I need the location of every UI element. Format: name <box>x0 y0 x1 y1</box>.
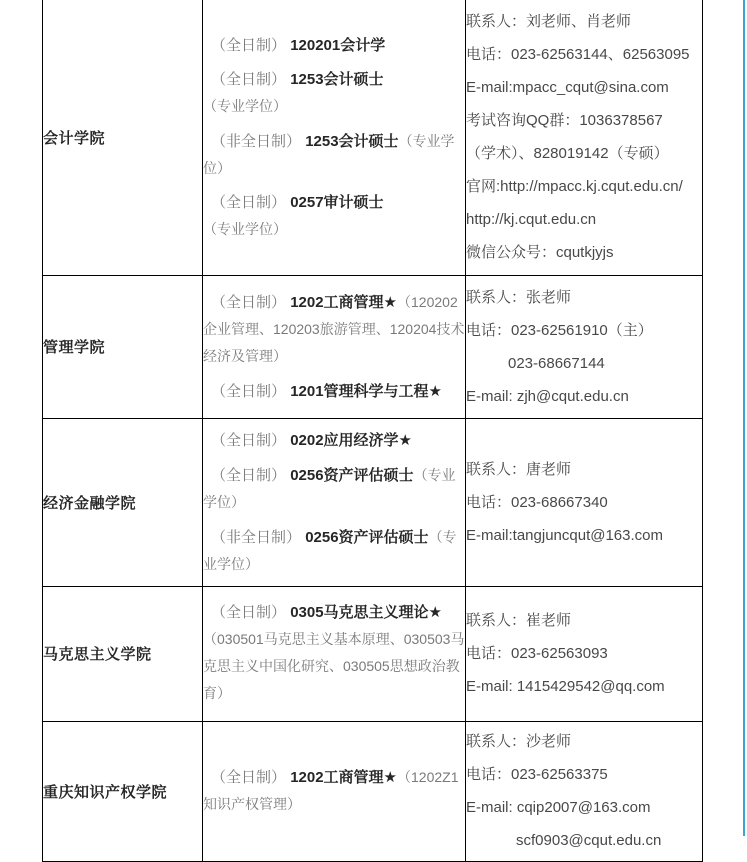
college-info-table <box>42 0 703 862</box>
program-name: 1202工商管理★ <box>290 769 398 786</box>
program-line <box>203 600 465 707</box>
program-note: （120202企业管理、120203旅游管理、120204技术经济及管理） <box>203 293 465 364</box>
programs-cell <box>203 275 466 418</box>
program-mode: （非全日制） <box>211 528 302 546</box>
program-name: 1201管理科学与工程★ <box>290 382 443 400</box>
college-name: 管理学院 <box>43 339 106 356</box>
program-mode: （全日制） <box>211 382 287 400</box>
contact-line: scf0903@cqut.edu.cn <box>516 832 662 849</box>
program-mode: （全日制） <box>211 193 287 211</box>
college-cell <box>43 275 203 418</box>
contact-line: 电话：023-68667340 <box>466 493 608 511</box>
contact-line: 考试咨询QQ群：1036378567 <box>466 112 663 130</box>
contact-line: 电话：023-62563093 <box>466 645 608 662</box>
contact-line: E-mail:tangjuncqut@163.com <box>466 526 663 544</box>
contact-line: E-mail: 1415429542@qq.com <box>466 678 665 695</box>
program-name: 0257审计硕士 <box>290 193 384 211</box>
contact-cell <box>466 0 703 275</box>
college-cell <box>43 418 203 586</box>
college-table-body <box>43 0 703 861</box>
contact-cell <box>466 586 703 721</box>
program-line <box>203 67 465 120</box>
contact-line: E-mail: cqip2007@163.com <box>466 799 651 816</box>
program-note: （专业学位） <box>203 220 287 237</box>
table-row <box>43 0 703 275</box>
contact-line: 微信公众号：cqutkjyjs <box>466 244 614 262</box>
contact-line: （学术）、828019142（专硕） <box>466 145 669 163</box>
contact-line: 联系人：刘老师、肖老师 <box>466 13 632 31</box>
program-name: 0305马克思主义理论★ <box>290 604 443 621</box>
program-line <box>203 764 465 818</box>
program-line <box>203 128 465 182</box>
contact-line: 023-68667144 <box>508 354 605 372</box>
contact-line: 官网:http://mpacc.kj.cqut.edu.cn/ <box>466 178 683 196</box>
college-name: 重庆知识产权学院 <box>43 783 168 801</box>
contact-cell <box>466 418 703 586</box>
program-mode: （非全日制） <box>211 132 302 150</box>
program-line <box>203 190 465 243</box>
program-note: （专业学位） <box>203 132 455 176</box>
program-name: 1253会计硕士 <box>290 70 384 88</box>
contact-line: E-mail:mpacc_cqut@sina.com <box>466 79 669 97</box>
program-line <box>203 524 465 578</box>
program-name: 0256资产评估硕士 <box>305 528 429 546</box>
program-name: 1253会计硕士 <box>305 132 399 150</box>
program-name: 120201会计学 <box>290 36 386 54</box>
program-mode: （全日制） <box>211 604 287 621</box>
program-mode: （全日制） <box>211 769 287 786</box>
program-name: 0256资产评估硕士 <box>290 466 414 484</box>
table-row <box>43 418 703 586</box>
page-right-accent-line <box>743 0 745 836</box>
contact-line: E-mail: zjh@cqut.edu.cn <box>466 387 629 405</box>
programs-cell <box>203 721 466 861</box>
program-note: （专业学位） <box>203 528 457 572</box>
contact-cell <box>466 275 703 418</box>
college-name: 经济金融学院 <box>43 494 137 512</box>
program-mode: （全日制） <box>211 293 287 311</box>
program-note: （030501马克思主义基本原理、030503马克思主义中国化研究、030505思想政治教育） <box>203 631 465 701</box>
programs-cell <box>203 0 466 275</box>
program-note: （专业学位） <box>203 466 456 510</box>
college-cell <box>43 586 203 721</box>
program-line <box>203 462 465 516</box>
program-name: 1202工商管理★ <box>290 293 398 311</box>
table-row <box>43 721 703 861</box>
college-cell <box>43 0 203 275</box>
contact-line: 联系人：张老师 <box>466 288 572 306</box>
college-cell <box>43 721 203 861</box>
contact-line: http://kj.cqut.edu.cn <box>466 211 597 229</box>
program-mode: （全日制） <box>211 70 287 88</box>
programs-cell <box>203 586 466 721</box>
program-note: （1202Z1知识产权管理） <box>203 769 459 812</box>
table-row <box>43 275 703 418</box>
program-name: 0202应用经济学★ <box>290 431 413 449</box>
program-line <box>203 289 465 370</box>
program-mode: （全日制） <box>211 466 287 484</box>
contact-line: 联系人：唐老师 <box>466 460 572 478</box>
program-mode: （全日制） <box>211 431 287 449</box>
contact-line: 联系人：沙老师 <box>466 733 572 750</box>
college-name: 马克思主义学院 <box>43 646 152 663</box>
contact-line: 联系人：崔老师 <box>466 612 572 629</box>
contact-line: 电话：023-62563375 <box>466 766 608 783</box>
contact-cell <box>466 721 703 861</box>
contact-line: 电话：023-62561910（主） <box>466 321 653 339</box>
program-note: （专业学位） <box>203 97 287 114</box>
programs-cell <box>203 418 466 586</box>
program-line <box>203 378 465 405</box>
contact-line: 电话：023-62563144、62563095 <box>466 46 690 64</box>
college-name: 会计学院 <box>43 129 106 147</box>
program-line <box>203 32 465 59</box>
table-row <box>43 586 703 721</box>
program-line <box>203 427 465 454</box>
program-mode: （全日制） <box>211 36 287 54</box>
